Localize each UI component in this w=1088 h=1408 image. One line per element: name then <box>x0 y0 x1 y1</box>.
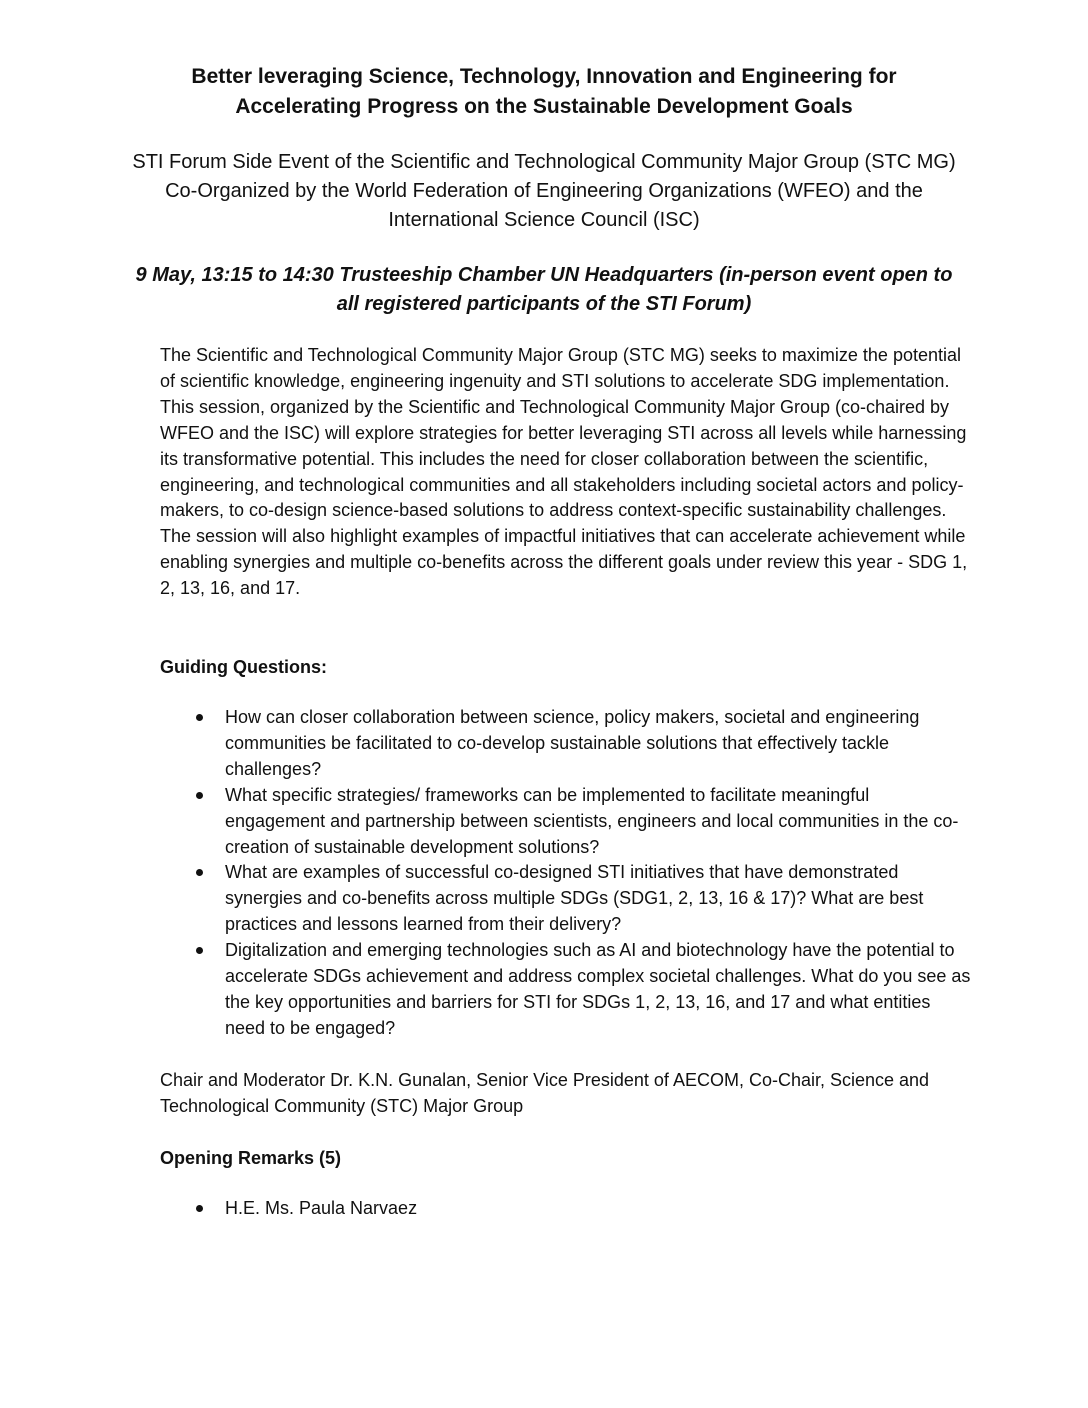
speaker-name: H.E. Ms. Paula Narvaez <box>225 1198 418 1218</box>
event-subtitle: STI Forum Side Event of the Scientific and Technological Community Major Group (STC MG) Co-Organized by the World Federation of Engineering Organizations (WFEO) and the International Science Council (ISC) <box>132 151 956 231</box>
question-text: Digitalization and emerging technologies such as AI and biotechnology have the potential to accelerate SDGs achievement and address complex societal challenges. What do you see as the key opportunities and barriers for STI for SDGs 1, 2, 13, 16, and 17 and what entities need to be engaged? <box>225 940 971 1038</box>
list-item <box>160 783 972 861</box>
question-text: What specific strategies/ frameworks can be implemented to facilitate meaningful engagement and partnership between scientists, engineers and local communities in the co-creation of sustainable development solutions? <box>225 784 959 857</box>
document-title: Better leveraging Science, Technology, Innovation and Engineering for Accelerating Progress on the Sustainable Development Goals <box>191 65 897 118</box>
list-item <box>160 1196 972 1222</box>
list-item <box>160 938 972 1042</box>
opening-remarks-list <box>160 1196 972 1222</box>
bullet-icon <box>196 869 203 876</box>
guiding-questions-heading: Guiding Questions: <box>160 657 327 677</box>
bullet-icon <box>196 947 203 954</box>
list-item <box>160 860 972 938</box>
event-date-location: 9 May, 13:15 to 14:30 Trusteeship Chamber UN Headquarters (in-person event open to all registered participants of the STI Forum) <box>135 264 953 315</box>
bullet-icon <box>196 792 203 799</box>
chair-moderator-text: Chair and Moderator Dr. K.N. Gunalan, Senior Vice President of AECOM, Co-Chair, Science and Technological Community (STC) Major Group <box>160 1070 930 1116</box>
list-item <box>160 705 972 783</box>
bullet-icon <box>196 1205 203 1212</box>
guiding-questions-list <box>160 705 972 1042</box>
question-text: How can closer collaboration between science, policy makers, societal and engineering communities be facilitated to co-develop sustainable solutions that effectively tackle challenges? <box>225 707 920 779</box>
bullet-icon <box>196 714 203 721</box>
intro-paragraph: The Scientific and Technological Community Major Group (STC MG) seeks to maximize the potential of scientific knowledge, engineering ingenuity and STI solutions to accelerate SDG implementation. This session, organized by the Scientific and Technological Community Major Group (co-chaired by WFEO and the ISC) will explore strategies for better leveraging STI across all levels while harnessing its transformative potential. This includes the need for closer collaboration between the scientific, engineering, and technological communities and all stakeholders including societal actors and policy-makers, to co-design science-based solutions to address context-specific sustainability challenges. The session will also highlight examples of impactful initiatives that can accelerate achievement while enabling synergies and multiple co-benefits across the different goals under review this year - SDG 1, 2, 13, 16, and 17. <box>160 345 968 599</box>
opening-remarks-heading: Opening Remarks (5) <box>160 1148 342 1168</box>
question-text: What are examples of successful co-designed STI initiatives that have demonstrated synergies and co-benefits across multiple SDGs (SDG1, 2, 13, 16 & 17)? What are best practices and lessons learned from their delivery? <box>225 862 924 935</box>
